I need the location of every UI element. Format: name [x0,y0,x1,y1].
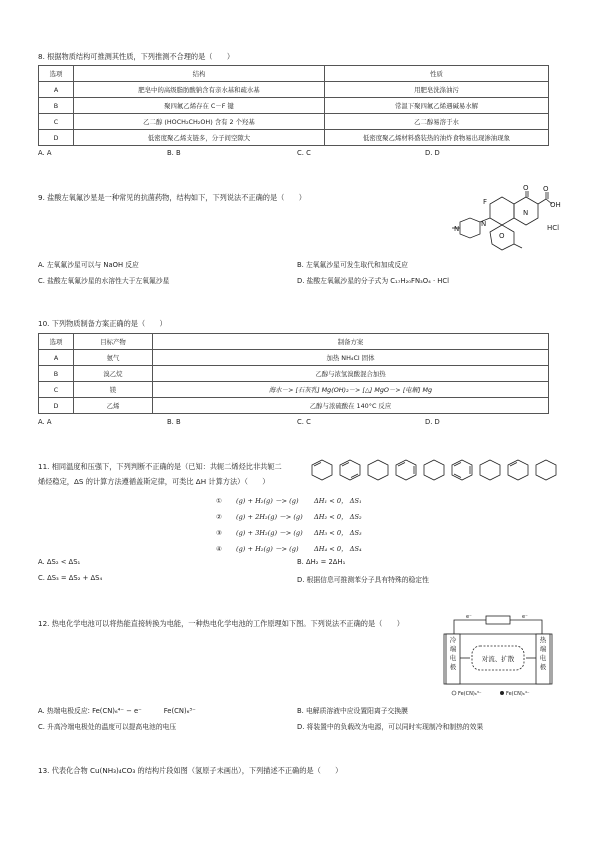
table-header: 结构 [74,66,325,82]
table-cell: 聚四氟乙烯存在 C－F 键 [74,98,325,114]
oh-label: OH [550,201,561,209]
q9-option-c[interactable]: C. 盐酸左氧氟沙星的水溶性大于左氧氟沙星 [38,277,170,285]
table-row [39,98,549,114]
table-cell: 氨气 [74,350,153,366]
table-row [39,398,549,414]
table-cell: 肥皂中的高级脂肪酸钠含有亲水基和疏水基 [74,82,325,98]
table-cell: 常温下聚四氟乙烯遇碱易水解 [325,98,549,114]
n-methyl-label: N [454,225,460,233]
cold-electrode-label: 冷端电极 [449,636,457,671]
levofloxacin-structure [440,184,561,252]
q11-equation-4: ④ (g) + H₂(g) －> (g) ΔH₄ < 0， ΔS₄ [216,545,362,553]
table-cell: D [39,398,74,414]
legend-ferrocyanide: Fe(CN)₆⁴⁻ [506,691,530,697]
q12-option-d[interactable]: D. 将装置中的负载改为电源，可以同时实现制冷和制热的效果 [297,723,484,731]
q11-equation-1: ① (g) + H₂(g) －> (g) ΔH₁ < 0， ΔS₁ [216,497,362,505]
table-cell: 海水－> [石灰乳] Mg(OH)₂－> [△] MgO－> [电解] Mg [153,382,549,398]
q11-option-d[interactable]: D. 根据信息可推测苯分子具有特殊的稳定性 [297,576,429,584]
table-cell: C [39,114,74,130]
q8-option-a[interactable]: A. A [38,149,52,157]
table-header: 选项 [39,334,74,350]
hot-electrode-label: 热端电极 [539,636,547,671]
table-cell: 乙二醇 (HOCH₂CH₂OH) 含有 2 个羟基 [74,114,325,130]
q9-option-a[interactable]: A. 左氧氟沙星可以与 NaOH 反应 [38,261,139,269]
table-cell: 低密度聚乙烯支链多，分子间空隙大 [74,130,325,146]
o-carbonyl-label: O [523,184,529,192]
thermo-cell-diagram [442,612,554,698]
table-row [39,66,549,82]
q11-equation-2: ② (g) + 2H₂(g) －> (g) ΔH₂ < 0， ΔS₂ [216,513,362,521]
table-cell: 乙醇与浓氢溴酸混合加热 [153,366,549,382]
table-cell: 用肥皂洗涤油污 [325,82,549,98]
q11-option-c[interactable]: C. ΔS₃ = ΔS₂ + ΔS₄ [38,574,103,582]
q13-stem: 13. 代表化合物 Cu(NH₃)₄CO₃ 的结构片段如图（氢原子未画出），下列描述不正确的是（ ） [38,766,343,775]
table-row [39,82,549,98]
table-header: 目标产物 [74,334,153,350]
table-cell: B [39,366,74,382]
table-cell: C [39,382,74,398]
table-cell: D [39,130,74,146]
table-cell: 镁 [74,382,153,398]
q8-table [38,65,549,146]
q11-option-a[interactable]: A. ΔS₂ < ΔS₁ [38,558,81,566]
table-cell: 溴乙烷 [74,366,153,382]
q9-stem: 9. 盐酸左氧氟沙星是一种常见的抗菌药物，结构如下，下列说法不正确的是（ ） [38,193,306,202]
q11-equation-3: ③ (g) + 3H₂(g) －> (g) ΔH₃ < 0， ΔS₃ [216,529,362,537]
legend-ferricyanide: Fe(CN)₆³⁻ [458,691,482,697]
q8-option-b[interactable]: B. B [167,149,181,157]
table-cell: 乙烯 [74,398,153,414]
table-cell: 乙醇与浓硫酸在 140°C 反应 [153,398,549,414]
q10-option-c[interactable]: C. C [297,418,311,426]
hcl-label: HCl [547,224,560,232]
q11-option-b[interactable]: B. ΔH₂ = 2ΔH₁ [297,558,346,566]
q8-option-d[interactable]: D. D [425,149,440,157]
table-row [39,366,549,382]
q12-option-c[interactable]: C. 升高冷端电极处的温度可以提高电池的电压 [38,723,177,731]
table-cell: A [39,82,74,98]
q8-stem: 8. 根据物质结构可推测其性质，下列推测不合理的是（ ） [38,52,235,61]
table-row [39,382,549,398]
electron-label-right: e⁻ [522,614,528,620]
hot-electrode-label-wrap [536,636,550,684]
q9-option-b[interactable]: B. 左氧氟沙星可发生取代和加成反应 [297,261,408,269]
table-cell: 低密度聚乙烯材料盛装热的油炸食物易出现渗油现象 [325,130,549,146]
table-header: 性质 [325,66,549,82]
table-cell: 加热 NH₄Cl 固体 [153,350,549,366]
electron-label-left: e⁻ [466,614,472,620]
table-cell: 乙二醇易溶于水 [325,114,549,130]
table-header: 选项 [39,66,74,82]
q10-option-d[interactable]: D. D [425,418,440,426]
q10-option-b[interactable]: B. B [167,418,181,426]
q11-stem-line1: 11. 相同温度和压强下，下列判断不正确的是（已知：共轭二烯烃比非共轭二 [38,462,282,471]
cold-electrode-label-wrap [446,636,460,684]
q12-option-a[interactable]: A. 热端电极反应: Fe(CN)₆⁴⁻ − e⁻ Fe(CN)₆³⁻ [38,707,196,715]
q8-option-c[interactable]: C. C [297,149,311,157]
q12-option-b[interactable]: B. 电解质溶液中应设置阳离子交换膜 [297,707,408,715]
q10-table [38,333,549,414]
q9-option-d[interactable]: D. 盐酸左氧氟沙星的分子式为 C₁₇H₂₀FN₃O₄ · HCl [297,277,450,285]
table-row [39,114,549,130]
o-ring-label: O [499,232,505,240]
f-atom-label: F [483,198,488,206]
table-cell: B [39,98,74,114]
table-cell: A [39,350,74,366]
table-row [39,334,549,350]
convection-label: 对流、扩散 [481,655,515,663]
q11-stem-line2: 烯烃稳定，ΔS 的计算方法遵循盖斯定律，可类比 ΔH 计算方法）（ ） [38,477,270,486]
table-header: 制备方案 [153,334,549,350]
table-row [39,350,549,366]
ferricyanide-legend-icon [452,691,456,695]
q12-stem: 12. 热电化学电池可以将热能直接转换为电能，一种热电化学电池的工作原理如下图。下列说法不正确的是（ ） [38,619,404,628]
o-acid-label: O [543,185,549,193]
hexagon-structures-row [312,458,557,482]
n-quinolone-label: N [523,209,529,217]
ferrocyanide-legend-icon [500,691,504,695]
table-row [39,130,549,146]
q10-option-a[interactable]: A. A [38,418,52,426]
n-piperazine-label: N [481,220,487,228]
q10-stem: 10. 下列物质制备方案正确的是（ ） [38,319,167,328]
